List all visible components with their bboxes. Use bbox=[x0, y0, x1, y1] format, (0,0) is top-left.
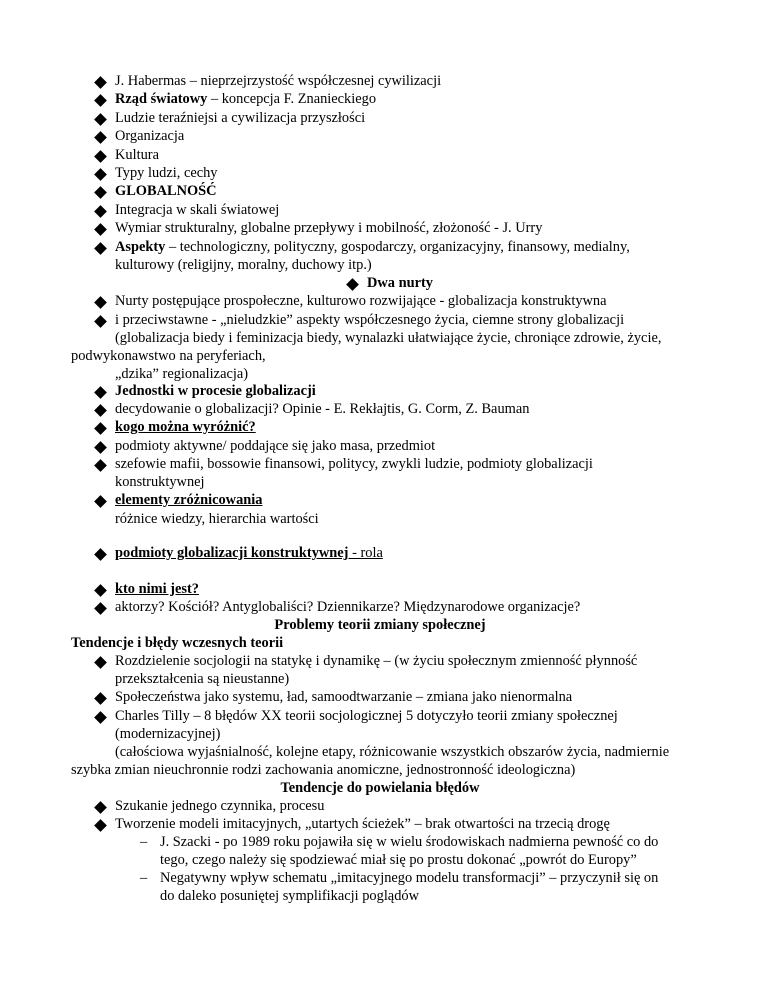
dash-bullet-icon: – bbox=[140, 834, 148, 850]
list-item: kogo można wyróżnić? bbox=[115, 419, 256, 435]
bullet-diamond-icon bbox=[94, 422, 107, 435]
bullet-diamond-icon bbox=[94, 113, 107, 126]
list-item-continuation: (modernizacyjnej) bbox=[115, 726, 221, 742]
bullet-diamond-icon bbox=[94, 94, 107, 107]
subsection-heading: Tendencje i błędy wczesnych teorii bbox=[71, 635, 284, 651]
list-item: Charles Tilly – 8 błędów XX teorii socjologicznej 5 dotyczyło teorii zmiany społecznej bbox=[115, 708, 618, 724]
sub-list-item: J. Szacki - po 1989 roku pojawiła się w wielu środowiskach nadmierna pewność co do bbox=[160, 834, 659, 850]
bullet-diamond-icon bbox=[94, 692, 107, 705]
list-item: Tworzenie modeli imitacyjnych, „utartych ścieżek” – brak otwartości na trzecią drogę bbox=[115, 816, 610, 832]
bullet-diamond-icon bbox=[94, 459, 107, 472]
list-item bbox=[115, 90, 376, 108]
list-item: elementy zróżnicowania bbox=[115, 492, 263, 508]
bullet-diamond-icon bbox=[94, 242, 107, 255]
bullet-diamond-icon bbox=[94, 315, 107, 328]
list-item: i przeciwstawne - „nieludzkie” aspekty współczesnego życia, ciemne strony globalizacji bbox=[115, 312, 625, 328]
list-item-bold: Rząd światowy bbox=[115, 91, 208, 107]
bullet-diamond-icon bbox=[94, 819, 107, 832]
list-item-continuation: kulturowy (religijny, moralny, duchowy itp.) bbox=[115, 257, 372, 273]
list-item: Rozdzielenie socjologii na statykę i dynamikę – (w życiu społecznym zmienność płynność bbox=[115, 653, 638, 669]
bullet-diamond-icon bbox=[94, 404, 107, 417]
bullet-diamond-icon bbox=[94, 131, 107, 144]
list-item: GLOBALNOŚĆ bbox=[115, 183, 217, 199]
list-item: Ludzie teraźniejsi a cywilizacja przyszłości bbox=[115, 110, 366, 126]
section-heading: Dwa nurty bbox=[367, 275, 433, 291]
bullet-diamond-icon bbox=[94, 386, 107, 399]
section-heading: Tendencje do powielania błędów bbox=[280, 780, 480, 796]
list-item: Wymiar strukturalny, globalne przepływy i mobilność, złożoność - J. Urry bbox=[115, 220, 543, 236]
list-item-text: – koncepcja F. Znanieckiego bbox=[207, 91, 377, 107]
list-item: podmioty aktywne/ poddające się jako masa, przedmiot bbox=[115, 438, 436, 454]
list-item: J. Habermas – nieprzejrzystość współczesnej cywilizacji bbox=[115, 73, 442, 89]
list-item-continuation: podwykonawstwo na peryferiach, bbox=[71, 348, 266, 364]
list-item-bold: Aspekty bbox=[115, 239, 166, 255]
sub-list-item-continuation: tego, czego należy się spodziewać miał się po prostu dokonać „powrót do Europy” bbox=[160, 852, 637, 868]
list-item bbox=[115, 544, 383, 562]
list-item: Jednostki w procesie globalizacji bbox=[115, 383, 316, 399]
list-item: Kultura bbox=[115, 147, 159, 163]
sub-list-item-continuation: do daleko posuniętej symplifikacji poglądów bbox=[160, 888, 419, 904]
list-item bbox=[115, 238, 630, 256]
list-item-continuation: „dzika” regionalizacja) bbox=[115, 366, 249, 382]
bullet-diamond-icon bbox=[94, 656, 107, 669]
list-item-text: - rola bbox=[348, 545, 383, 561]
list-item-continuation: różnice wiedzy, hierarchia wartości bbox=[115, 511, 319, 527]
list-item-continuation: (globalizacja biedy i feminizacja biedy, wynalazki ułatwiające życie, chroniące zdrowie, życie, bbox=[115, 330, 662, 346]
list-item: Typy ludzi, cechy bbox=[115, 165, 218, 181]
list-item: decydowanie o globalizacji? Opinie - E. Rekłajtis, G. Corm, Z. Bauman bbox=[115, 401, 530, 417]
sub-list-item: Negatywny wpływ schematu „imitacyjnego modelu transformacji” – przyczynił się on bbox=[160, 870, 659, 886]
bullet-diamond-icon bbox=[94, 223, 107, 236]
bullet-diamond-icon bbox=[94, 602, 107, 615]
list-item: Nurty postępujące prospołeczne, kulturowo rozwijające - globalizacja konstruktywna bbox=[115, 293, 607, 309]
bullet-diamond-icon bbox=[94, 296, 107, 309]
paragraph: szybka zmian nieuchronnie rodzi zachowania anomiczne, jednostronność ideologiczna) bbox=[71, 762, 576, 778]
bullet-diamond-icon bbox=[94, 168, 107, 181]
list-item: Społeczeństwa jako systemu, ład, samoodtwarzanie – zmiana jako nienormalna bbox=[115, 689, 573, 705]
bullet-diamond-icon bbox=[94, 584, 107, 597]
bullet-diamond-icon bbox=[94, 205, 107, 218]
bullet-diamond-icon bbox=[94, 801, 107, 814]
list-item-continuation: przekształcenia są nieustanne) bbox=[115, 671, 290, 687]
bullet-diamond-icon bbox=[94, 495, 107, 508]
bullet-diamond-icon bbox=[94, 441, 107, 454]
bullet-diamond-icon bbox=[94, 76, 107, 89]
list-item-continuation: konstruktywnej bbox=[115, 474, 205, 490]
list-item: szefowie mafii, bossowie finansowi, politycy, zwykli ludzie, podmioty globalizacji bbox=[115, 456, 593, 472]
bullet-diamond-icon bbox=[94, 711, 107, 724]
section-heading: Problemy teorii zmiany społecznej bbox=[274, 617, 486, 633]
dash-bullet-icon: – bbox=[140, 870, 148, 886]
bullet-diamond-icon bbox=[94, 150, 107, 163]
list-item-bold: podmioty globalizacji konstruktywnej bbox=[115, 545, 349, 561]
list-item: kto nimi jest? bbox=[115, 581, 199, 597]
paragraph: (całościowa wyjaśnialność, kolejne etapy, różnicowanie wszystkich obszarów życia, nadmiernie bbox=[115, 744, 670, 760]
list-item: Szukanie jednego czynnika, procesu bbox=[115, 798, 325, 814]
list-item: aktorzy? Kościół? Antyglobaliści? Dziennikarze? Międzynarodowe organizacje? bbox=[115, 599, 581, 615]
list-item-text: – technologiczny, polityczny, gospodarczy, organizacyjny, finansowy, medialny, bbox=[165, 239, 630, 255]
bullet-diamond-icon bbox=[94, 186, 107, 199]
bullet-diamond-icon bbox=[94, 548, 107, 561]
list-item: Organizacja bbox=[115, 128, 185, 144]
heading-diamond-icon bbox=[346, 278, 359, 291]
list-item: Integracja w skali światowej bbox=[115, 202, 280, 218]
